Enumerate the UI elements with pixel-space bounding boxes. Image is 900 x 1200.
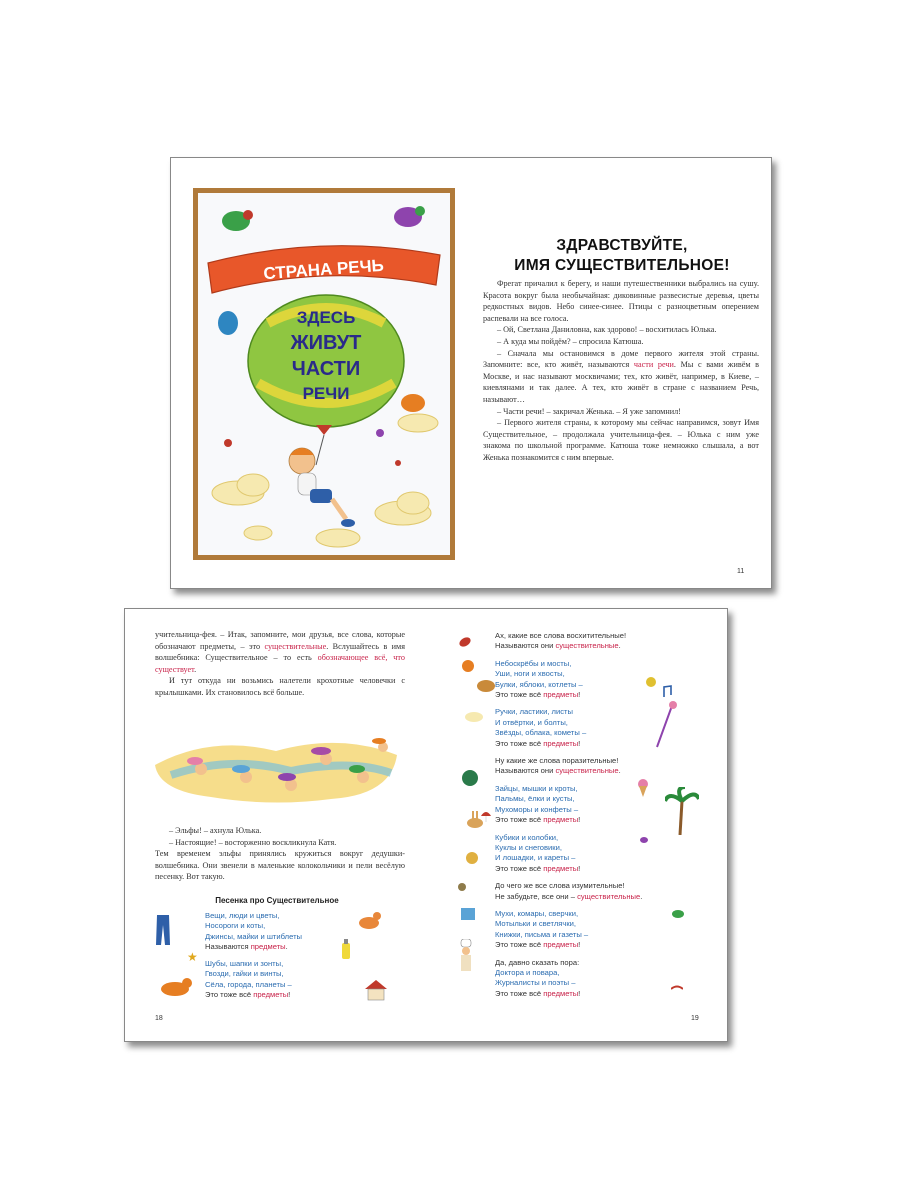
verse-line	[495, 707, 642, 717]
text-run: .	[618, 766, 621, 776]
text-run: Мотыльки и светлячки,	[495, 919, 577, 929]
song-stanza	[495, 909, 642, 951]
verse-line	[205, 932, 302, 942]
cloud-icon	[465, 709, 483, 723]
verse-line	[495, 784, 642, 794]
chapter-paragraph	[483, 324, 759, 336]
page-number-11: 11	[737, 568, 745, 575]
verse-line	[495, 728, 642, 738]
verse-line	[495, 805, 642, 815]
verse-line	[495, 690, 642, 700]
text-run: Доктора и повара,	[495, 967, 560, 977]
song-stanza	[495, 756, 642, 777]
text-run: Да, давно сказать пора:	[495, 957, 580, 967]
story-paragraph	[155, 825, 405, 837]
highlighted-term: существительные	[555, 766, 619, 776]
verse-line	[495, 853, 642, 863]
star-icon: ★	[187, 950, 198, 964]
highlighted-term: предметы	[543, 988, 579, 998]
text-run: – Сначала мы остановимся в доме первого жителя этой страны. Запомните: все, кто живёт, называются	[483, 348, 759, 370]
page-19-song	[495, 631, 642, 1006]
text-run: Это тоже всё	[205, 990, 254, 1000]
balloon-line-3: ЧАСТИ	[291, 358, 361, 380]
text-run: Это тоже всё	[495, 815, 544, 825]
text-run: !	[578, 690, 581, 700]
text-run: учительница-фея. – Итак, запомните, мои друзья, все слова, которые обозначают предметы, – это	[155, 630, 405, 651]
highlighted-term: предметы	[543, 815, 579, 825]
chapter-title-line-2: ИМЯ СУЩЕСТВИТЕЛЬНОЕ!	[514, 257, 730, 274]
tree-icon	[461, 769, 479, 787]
text-run: Журналисты и поэты –	[495, 978, 576, 988]
bun-character-icon	[465, 851, 479, 865]
text-run: Это тоже всё	[495, 738, 544, 748]
highlighted-term: предметы	[250, 942, 286, 952]
cat-icon	[357, 909, 381, 931]
leaf-icon	[459, 635, 471, 647]
page-number-19: 19	[691, 1015, 699, 1022]
verse-line	[205, 980, 292, 990]
text-run: – Эльфы! – ахнула Юлька.	[169, 826, 262, 835]
text-run: Книжки, письма и газеты –	[495, 929, 589, 939]
text-run: Вещи, люди и цветы,	[205, 911, 280, 920]
song-title: Песенка про Существительное	[215, 896, 339, 905]
text-run: .	[618, 641, 621, 651]
text-run: Называются они	[495, 641, 556, 651]
verse-line	[495, 958, 642, 968]
verse-line	[495, 843, 642, 853]
bottle-icon	[339, 939, 353, 959]
text-run: Называются	[205, 942, 251, 952]
text-run: Пальмы, ёлки и кусты,	[495, 794, 575, 804]
song-stanza	[495, 881, 642, 902]
text-run: !	[578, 940, 581, 950]
butterfly-icon	[457, 879, 467, 889]
text-run: Гвозди, гайки и винты,	[205, 969, 284, 979]
text-run: Это тоже всё	[495, 940, 544, 950]
verse-line	[495, 756, 642, 766]
chapter-title	[483, 236, 761, 276]
verse-line	[205, 969, 292, 979]
verse-line	[495, 881, 642, 891]
highlighted-term: предметы	[253, 990, 289, 1000]
text-run: Тем временем эльфы принялись кружиться вокруг дедушки-волшебника. Они звенели в маленькие колокольчики и пели весёлую песенку. Вот такую.	[155, 849, 405, 882]
verse-line	[205, 921, 302, 931]
illustration-strana-rech	[193, 188, 455, 560]
text-run: Не забудьте, все они –	[495, 891, 578, 901]
verse-line	[205, 990, 292, 1000]
story-paragraph	[155, 837, 405, 849]
text-run: Джинсы, майки и штиблеты	[205, 931, 303, 941]
verse-line	[495, 864, 642, 874]
text-run: Мухоморы и конфеты –	[495, 804, 579, 814]
text-run: !	[288, 990, 291, 1000]
song-stanza	[495, 958, 642, 1000]
comet-icon	[653, 701, 677, 749]
balloon-illustration	[198, 193, 450, 555]
text-run: Называются они	[495, 766, 556, 776]
text-run: Кубики и колобки,	[495, 832, 559, 842]
highlighted-term: предметы	[543, 738, 579, 748]
text-run: Фрегат причалил к берегу, и наши путешественники выбрались на сушу. Красота вокруг была необычайная: диковинные развесистые деревья, цветы редкостных видов. Небо синее-синее. Птицы с разноцветным оперением распевали на все голоса.	[483, 279, 759, 323]
song-stanza	[495, 833, 642, 875]
page-18-text-bottom	[155, 825, 405, 883]
text-run: Звёзды, облака, кометы –	[495, 728, 587, 738]
text-run: Булки, яблоки, котлеты –	[495, 679, 583, 689]
book-page-11	[170, 157, 772, 589]
verse-line	[495, 794, 642, 804]
verse-line	[495, 659, 642, 669]
song-stanza	[495, 659, 642, 701]
text-run: Сёла, города, планеты –	[205, 979, 292, 989]
text-run: Куклы и снеговики,	[495, 842, 562, 852]
verse-line	[495, 718, 642, 728]
text-run: Это тоже всё	[495, 863, 544, 873]
song-stanza	[495, 707, 642, 749]
text-run: Небоскрёбы и мосты,	[495, 658, 572, 668]
cricket-icon	[671, 907, 685, 921]
text-run: Ну какие же слова поразительные!	[495, 756, 619, 766]
verse-line	[495, 930, 642, 940]
song-verse-2	[205, 959, 292, 1001]
newspaper-icon	[461, 907, 475, 919]
text-run: И лошадки, и кареты –	[495, 853, 576, 863]
text-run: .	[194, 664, 197, 674]
song-stanza	[495, 784, 642, 826]
text-run: Носороги и коты,	[205, 921, 266, 931]
bread-icon	[477, 679, 495, 693]
text-run: .	[285, 942, 288, 952]
text-run: . Вслушайтесь в имя волшебника: Существительное – то есть	[155, 641, 405, 663]
highlighted-term: существительные	[264, 641, 327, 651]
verse-line	[495, 815, 642, 825]
candy-icon	[639, 831, 649, 839]
verse-line	[495, 909, 642, 919]
verse-line	[495, 919, 642, 929]
text-run: Шубы, шапки и зонты,	[205, 959, 284, 968]
palm-tree-icon	[665, 787, 699, 835]
text-run: !	[578, 863, 581, 873]
balloon-line-1: ЗДЕСЬ	[296, 308, 356, 327]
verse-line	[495, 739, 642, 749]
verse-line	[495, 669, 642, 679]
verse-line	[495, 892, 642, 902]
story-paragraph	[155, 675, 405, 698]
verse-line	[495, 989, 642, 999]
chapter-paragraph	[483, 336, 759, 348]
chef-icon	[457, 939, 475, 973]
book-spread-18-19	[124, 608, 728, 1042]
verse-line	[495, 833, 642, 843]
text-run: – Ой, Светлана Даниловна, как здорово! – восхитилась Юлька.	[497, 325, 717, 335]
story-paragraph	[155, 848, 405, 883]
text-run: – Настоящие! – восторженно воскликнула Катя.	[169, 837, 337, 847]
elves-illustration	[151, 725, 401, 807]
page-number-18: 18	[155, 1015, 163, 1022]
dog-icon	[157, 975, 193, 999]
verse-line	[495, 968, 642, 978]
chapter-title-line-1: ЗДРАВСТВУЙТЕ,	[556, 237, 688, 254]
page-18-text-top	[155, 629, 405, 699]
verse-line	[205, 959, 292, 969]
song-stanza	[495, 631, 642, 652]
chapter-paragraph	[483, 417, 759, 463]
house-icon	[363, 979, 389, 1001]
ice-cream-icon	[637, 779, 649, 797]
text-run: . Мы с вами живём в Москве, и нас называют москвичами; тех, кто живёт, например, в Киеве, – киевлянами и так далее. А тех, кто живёт в стране с названием Речь, называют…	[483, 360, 759, 404]
text-run: Зайцы, мышки и кроты,	[495, 783, 578, 793]
verse-line	[205, 911, 302, 921]
text-run: Ручки, ластики, листы	[495, 707, 573, 717]
text-run: – Первого жителя страны, к которому мы сейчас направимся, зовут Имя Существительное, – продолжала учительница-фея. – Юлька с ним уже знакома по школьной программе. Катюша тоже немножко слышала, а вот Женька познакомится с ним впервые.	[483, 418, 759, 462]
highlighted-term: существительные	[555, 641, 619, 651]
text-run: Это тоже всё	[495, 690, 544, 700]
text-run: – А куда мы пойдём? – спросила Катюша.	[497, 336, 644, 346]
verse-line	[495, 766, 642, 776]
text-run: Мухи, комары, сверчки,	[495, 908, 579, 918]
jeans-icon	[155, 915, 171, 945]
text-run: !	[578, 988, 581, 998]
highlighted-term: предметы	[543, 690, 579, 700]
chapter-paragraph	[483, 406, 759, 418]
music-note-icon	[661, 685, 673, 699]
verse-line	[205, 942, 302, 952]
pear-icon	[645, 673, 657, 687]
text-run: И тут откуда ни возьмись налетели крохотные человечки с крылышками. Их становилось всё больше.	[155, 676, 405, 697]
text-run: И отвёртки, и болты,	[495, 717, 568, 727]
verse-line	[495, 631, 642, 641]
text-run: .	[640, 891, 643, 901]
text-run: !	[578, 815, 581, 825]
highlighted-term: предметы	[543, 863, 579, 873]
banner-text: СТРАНА РЕЧЬ	[262, 255, 385, 284]
text-run: Уши, ноги и хвосты,	[495, 669, 565, 679]
mushroom-icon	[481, 809, 491, 821]
text-run: !	[578, 738, 581, 748]
apple-icon	[461, 657, 475, 673]
highlighted-term: обозначающее всё, что существует	[155, 653, 405, 674]
text-run: До чего же все слова изумительные!	[495, 881, 625, 891]
text-run: – Части речи! – закричал Женька. – Я уже запомнил!	[497, 406, 681, 416]
balloon-line-4: РЕЧИ	[302, 384, 350, 403]
story-paragraph	[155, 629, 405, 675]
song-verse-1	[205, 911, 302, 953]
verse-line	[495, 940, 642, 950]
chapter-paragraph	[483, 278, 759, 324]
highlighted-term: предметы	[543, 940, 579, 950]
bird-icon	[671, 981, 683, 991]
highlighted-term: существительные	[577, 891, 641, 901]
text-run: Это тоже всё	[495, 988, 544, 998]
chapter-body-text	[483, 278, 759, 464]
balloon-line-2: ЖИВУТ	[290, 332, 362, 354]
verse-line	[495, 978, 642, 988]
verse-line	[495, 641, 642, 651]
chapter-paragraph	[483, 348, 759, 406]
verse-line	[495, 680, 642, 690]
highlighted-term: части речи	[633, 360, 674, 370]
text-run: Ах, какие все слова восхитительные!	[495, 631, 627, 640]
